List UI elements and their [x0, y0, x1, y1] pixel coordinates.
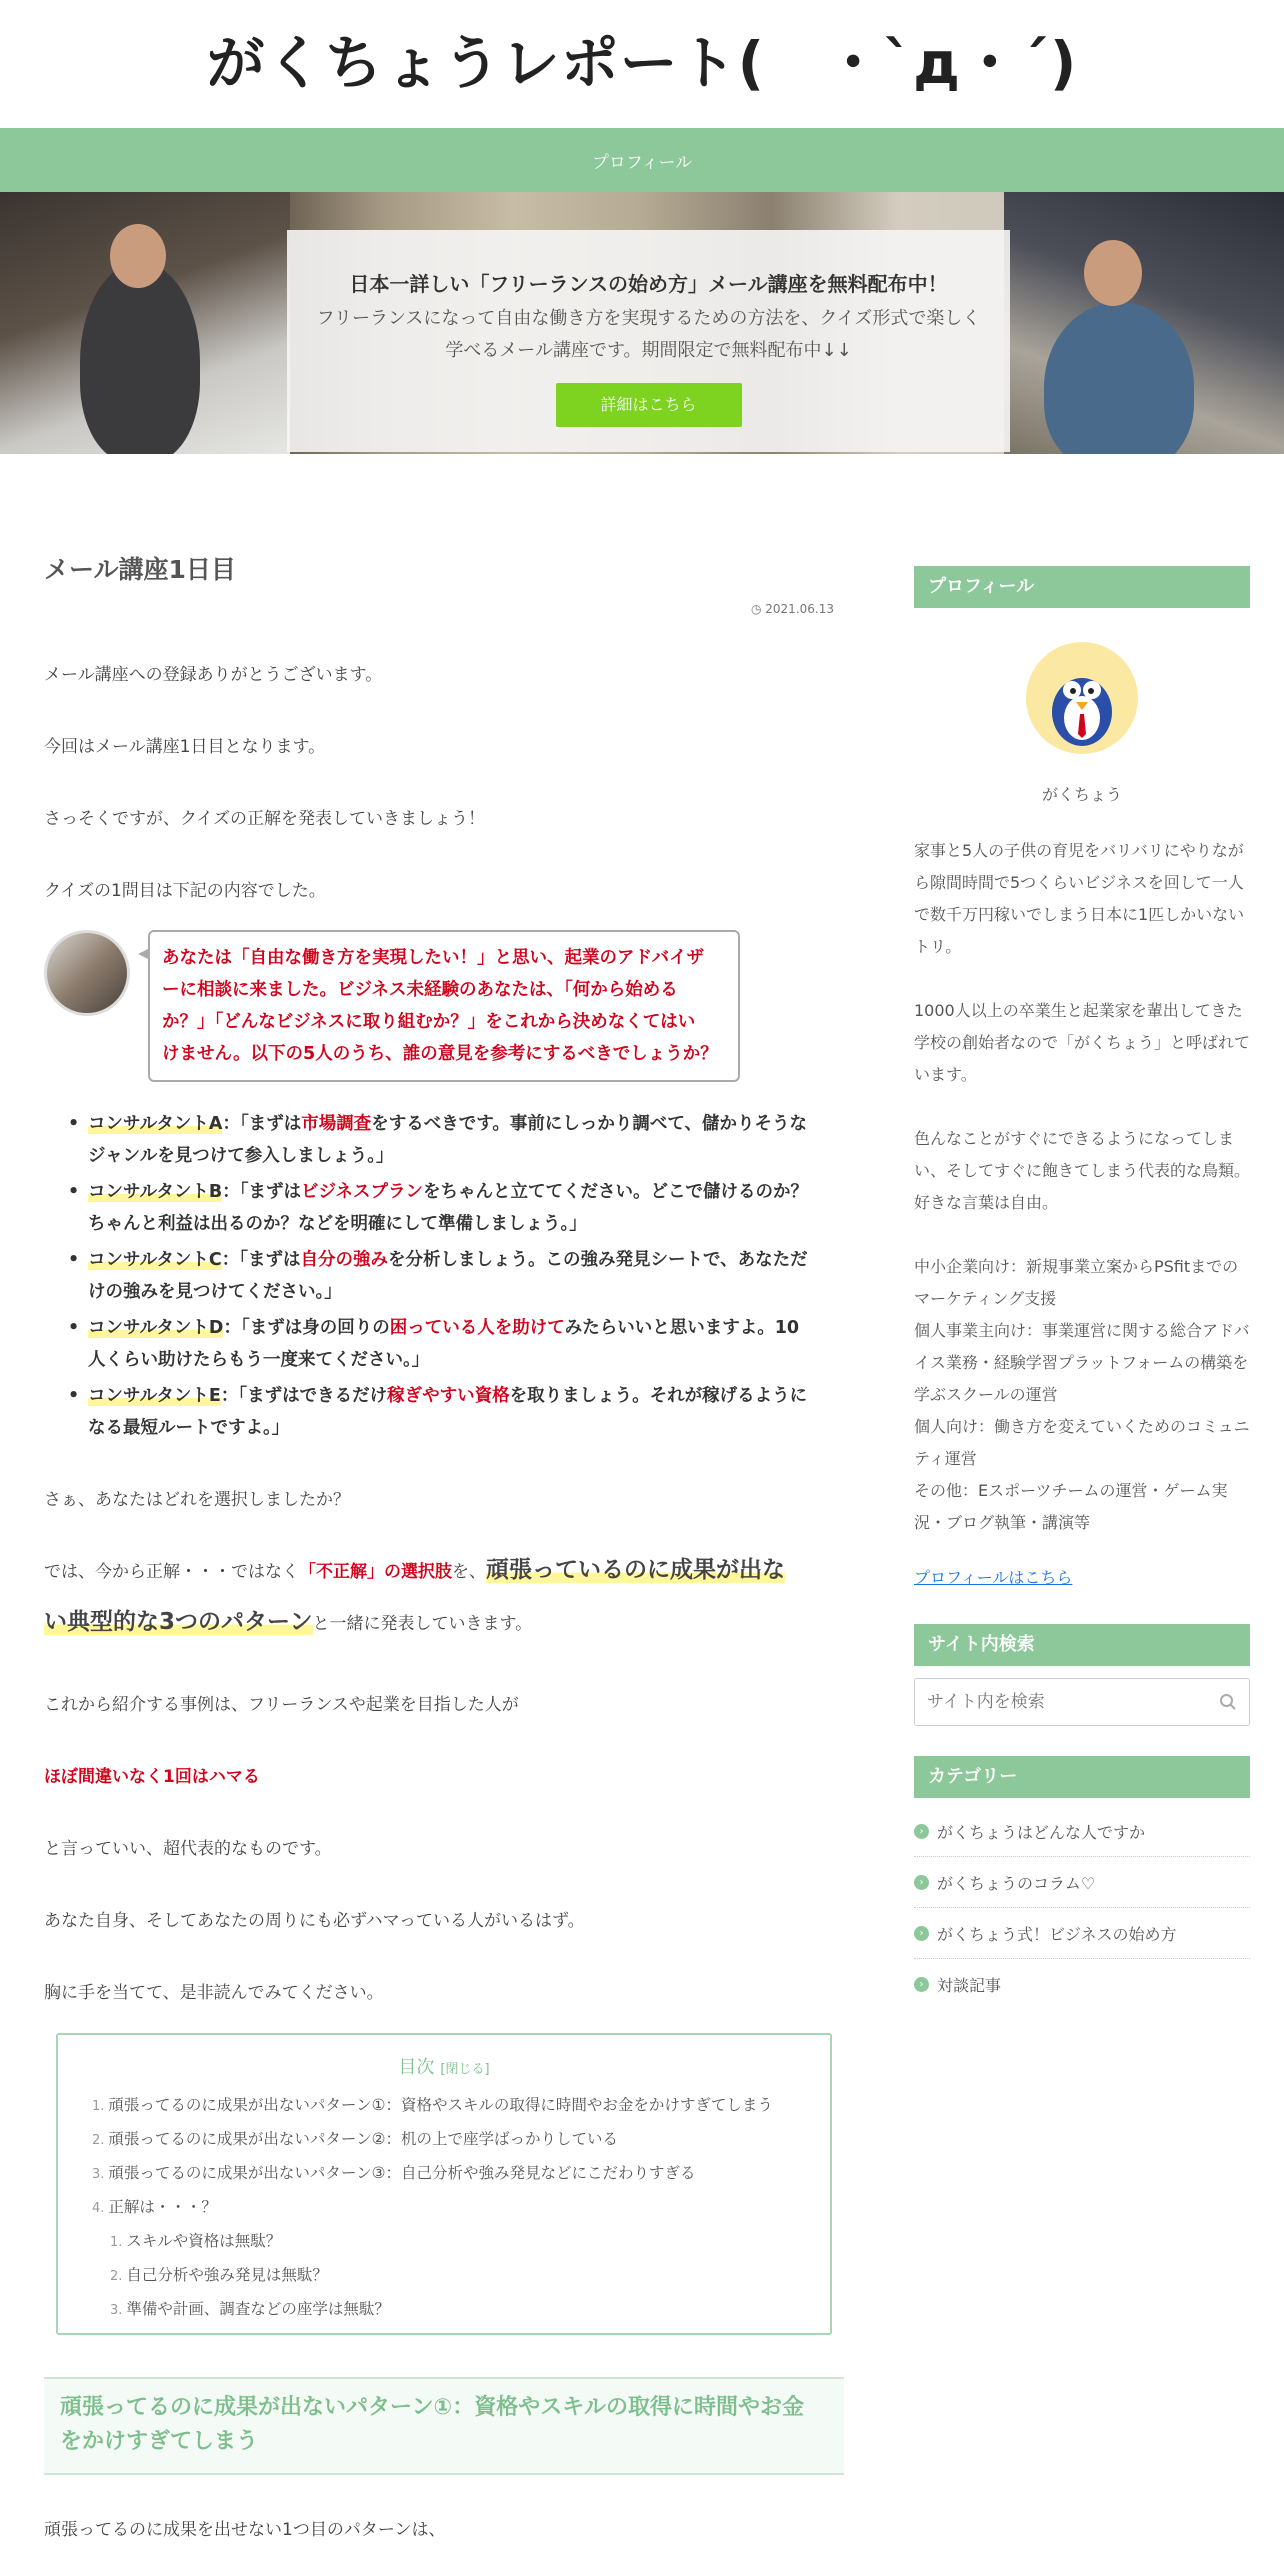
hero-callout	[287, 230, 1010, 452]
profile-avatar	[1026, 642, 1138, 754]
hero-text: フリーランスになって自由な働き方を実現するための方法を、クイズ形式で楽しく 学べるメール講座です。期間限定で無料配布中↓↓	[316, 308, 981, 361]
paragraph: クイズの1問目は下記の内容でした。	[44, 881, 326, 901]
widget-title-profile: プロフィール	[914, 566, 1250, 608]
hero-title: 日本一詳しい「フリーランスの始め方」メール講座を無料配布中！	[349, 272, 948, 296]
paragraph: 頑張ってるのに成果を出せない1つ目のパターンは、	[44, 2520, 446, 2540]
category-item[interactable]: › がくちょうはどんな人ですか	[914, 1806, 1250, 1857]
search-icon[interactable]	[1219, 1693, 1237, 1711]
profile-name: がくちょう	[1041, 785, 1122, 804]
paragraph: これから紹介する事例は、フリーランスや起業を目指した人が	[44, 1695, 519, 1715]
chevron-right-icon: ›	[914, 1926, 929, 1941]
chevron-right-icon: ›	[914, 1977, 929, 1992]
section-heading: 頑張ってるのに成果が出ないパターン①：資格やスキルの取得に時間やお金 をかけすぎてしまう	[44, 2377, 844, 2475]
paragraph: さぁ、あなたはどれを選択しましたか？	[44, 1490, 350, 1510]
profile-link[interactable]: プロフィールはこちら	[914, 1568, 1073, 1587]
paragraph: 胸に手を当てて、是非読んでみてください。	[44, 1983, 384, 2003]
paragraph: メール講座への登録ありがとうございます。	[44, 665, 383, 685]
category-item[interactable]: › がくちょう式！ビジネスの始め方	[914, 1908, 1250, 1959]
list-item: • コンサルタントB：「まずはビジネスプランをちゃんと立ててください。どこで儲けるのか？ ちゃんと利益は出るのか？などを明確にして準備しましょう。」	[44, 1176, 844, 1240]
widget-title-search: サイト内検索	[914, 1624, 1250, 1666]
paragraph: と言っていい、超代表的なものです。	[44, 1839, 332, 1859]
hero-photo-speaker-left	[0, 192, 290, 454]
hero-photo-speaker-right	[1004, 192, 1284, 454]
toc-link[interactable]: 3. 頑張ってるのに成果が出ないパターン③：自己分析や強み発見などにこだわりすぎる	[92, 2164, 696, 2182]
chevron-right-icon: ›	[914, 1875, 929, 1890]
hero-banner	[0, 192, 1284, 454]
post-title: メール講座1日目	[44, 555, 236, 584]
list-item: • コンサルタントD：「まずは身の回りの困っている人を助けてみたらいいと思いますよ。10 人くらい助けたらもう一度来てください。」	[44, 1312, 844, 1376]
list-item: • コンサルタントA：「まずは市場調査をするべきです。事前にしっかり調べて、儲かりそうな ジャンルを見つけて参入しましょう。」	[44, 1108, 844, 1172]
widget-title-category: カテゴリー	[914, 1756, 1250, 1798]
clock-icon: ◷	[750, 602, 762, 616]
site-header	[0, 0, 1284, 128]
table-of-contents	[56, 2033, 832, 2335]
paragraph: 今回はメール講座1日目となります。	[44, 737, 326, 757]
global-nav	[0, 128, 1284, 192]
article	[44, 550, 844, 2540]
toc-link[interactable]: 1. 頑張ってるのに成果が出ないパターン①：資格やスキルの取得に時間やお金をかけすぎてしまう	[92, 2096, 773, 2114]
toc-link[interactable]: 2. 頑張ってるのに成果が出ないパターン②：机の上で座学ばっかりしている	[92, 2130, 618, 2148]
list-item: • コンサルタントE：「まずはできるだけ稼ぎやすい資格を取りましょう。それが稼げるように なる最短ルートですよ。」	[44, 1380, 844, 1444]
toc-link[interactable]: 2. 自己分析や強み発見は無駄？	[110, 2266, 328, 2284]
paragraph: さっそくですが、クイズの正解を発表していきましょう！	[44, 809, 485, 829]
post-date: ◷ 2021.06.13	[750, 602, 834, 616]
speaker-avatar	[44, 930, 130, 1016]
site-title[interactable]: がくちょうレポート( ・`д・´)	[206, 29, 1078, 97]
list-item: • コンサルタントC：「まずは自分の強みを分析しましょう。この強み発見シートで、あなただ けの強みを見つけてください。」	[44, 1244, 844, 1308]
quiz-question: あなたは「自由な働き方を実現したい！」と思い、起業のアドバイザ ーに相談に来ました。ビジネス未経験のあなたは、「何から始める か？」「どんなビジネスに取り組むか？」をこれから決めなくてはい けません。以下の5人のうち、誰の意見を参考にするべきでしょうか？	[148, 930, 740, 1082]
toc-title: 目次 [閉じる]	[398, 2057, 490, 2078]
consultant-options	[44, 1108, 844, 1448]
sidebar	[914, 566, 1250, 2010]
paragraph-answers-intro: では、今から正解・・・ではなく「不正解」の選択肢を、頑張っているのに成果が出な い典型的な3つのパターンと一緒に発表していきます。	[44, 1557, 785, 1635]
profile-bio: 家事と5人の子供の育児をバリバリにやりなが ら隙間時間で5つくらいビジネスを回して一人 で数千万円稼いでしまう日本に1匹しかいない トリ。 1000人以上の卒業生と起業家を輩出してきた 学校の創始者なので「がくちょう」と呼ばれて います。 色んなことがすぐにできるようになってしま い、そしてすぐに飽きてしまう代表的な鳥類。 好きな言葉は自由。 中小企業向け：新規事業立案からPSfitまでの マーケティング支援 個人事業主向け：事業運営に関する総合アドバ イス業務・経験学習プラットフォームの構築を 学ぶスクールの運営 個人向け：働き方を変えていくためのコミュニ ティ運営 その他：Eスポーツチームの運営・ゲーム実 況・ブログ執筆・講演等	[914, 841, 1251, 1532]
category-list	[914, 1806, 1250, 2010]
hero-details-button[interactable]: 詳細はこちら	[556, 383, 742, 427]
paragraph: あなた自身、そしてあなたの周りにも必ずハマっている人がいるはず。	[44, 1911, 585, 1931]
toc-link[interactable]: 3. 準備や計画、調査などの座学は無駄？	[110, 2300, 390, 2318]
chevron-right-icon: ›	[914, 1824, 929, 1839]
toc-link[interactable]: 1. スキルや資格は無駄？	[110, 2232, 282, 2250]
category-item[interactable]: › がくちょうのコラム♡	[914, 1857, 1250, 1908]
toc-link[interactable]: 4. 正解は・・・？	[92, 2198, 217, 2216]
search-box	[914, 1678, 1250, 1726]
search-input[interactable]	[927, 1692, 1219, 1712]
nav-item-profile[interactable]: プロフィール	[591, 152, 693, 173]
bird-mascot-icon	[1026, 642, 1138, 754]
category-item[interactable]: › 対談記事	[914, 1959, 1250, 2010]
paragraph-emphasis: ほぼ間違いなく1回はハマる	[44, 1767, 260, 1787]
toc-toggle-link[interactable]: [閉じる]	[440, 2062, 490, 2077]
